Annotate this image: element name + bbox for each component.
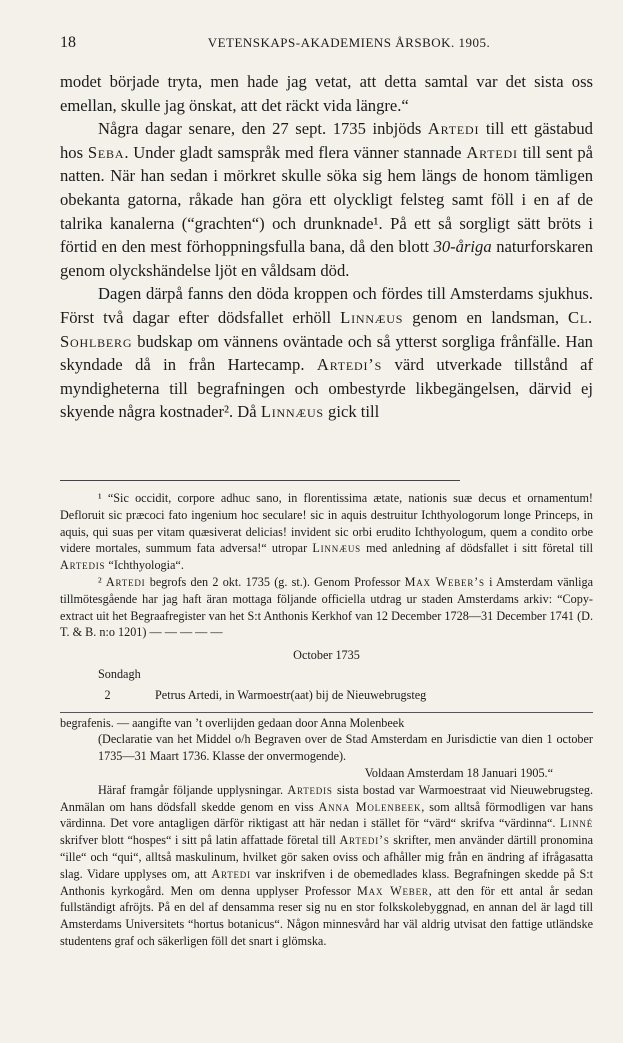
name-artedis: Artedi’s [316,355,383,375]
register-month: October 1735 [293,648,360,663]
page-number: 18 [60,34,76,51]
register-entry [60,687,593,704]
name-linnaeus: Linnæus [260,402,324,422]
paragraph-3: Dagen därpå fanns den döda kroppen och fördes till Amsterdams sjukhus. Först två dagar efter dödsfallet erhöll Linnæus genom en landsman, Cl. Sohlberg budskap om vännens oväntade och så ytterst sorgliga frånfälle. Han skyndade då in från Hartecamp. Artedi’s värd utverkade tillstånd af myndigheterna till begrafningen och ombestyrde likbegängelsen, därvid ej skyende några kostnader². Då Linnæus gick till [60,284,593,422]
main-text [60,70,593,424]
register-rule [60,712,593,713]
register-entry-number: 2 [104,687,111,702]
paragraph-1: modet började tryta, men hade jag vetat, att detta samtal var det sista oss emellan, skulle jag önskat, att det räckt vida längre.“ [60,72,593,115]
footnote-1: ¹ “Sic occidit, corpore adhuc sano, in florentissima ætate, nationis suæ decus et ornamentum! Defloruit sic præcoci fato ingenium hoc seculare! sic in aquis destruitur Ichthyologorum longe Princeps, in aquis, qui suas per vitam quæsiverat delicias! invident sic orbi erudito Ichthyologum, quem a condito orbe videre mortales, summum fata adversa!“ utropar Linnæus med anledning af dödsfallet i sitt företal till Artedis “Ichthyologia“. [60,491,593,573]
footnote-rule [60,480,460,481]
register-signature: Voldaan Amsterdam 18 Januari 1905.“ [364,765,553,780]
register-entry-text: Petrus Artedi, in Warmoestr(aat) bij de Nieuwebrugsteg [155,687,427,702]
emphasis-age: 30-åriga [433,237,492,257]
register-begrafenis: begrafenis. — aangifte van ’t overlijden gedaan door Anna Molenbeek [60,715,405,730]
name-linnaeus: Linnæus [340,307,404,327]
running-title: VETENSKAPS-AKADEMIENS ÅRSBOK. 1905. [207,35,491,50]
footnote-conclusion: Häraf framgår följande upplysningar. Artedis sista bostad var Warmoestraat vid Nieuwebrugsteg. Anmälan om hans dödsfall skedde genom en viss Anna Molenbeek, som alltså förmodligen var hans värdinna. Det vore antagligen därför riktigast att här nedan i stället för “värd“ skrifva “värdinna“. Linné skrifver blott “hospes“ i sitt på latin affattade företal till Artedi’s skrifter, men använder därtill pronomina “ille“ och “qui“, alltså maskulinum, hvilket gör saken oviss och afhåller mig från en ändring af ifrågasatta slag. Vidare upplyses om, att Artedi var inskrifven i de obemedlades klass. Begrafningen skedde på S:t Anthonis kyrkogård. Men om denna upplyser Professor Max Weber, att den för ett antal år sedan fullständigt afröjts. På en del af densamma reser sig nu en stor folkskolebyggnad, en annan del är lagd till Amsterdams Universitets “hortus botanicus“. Någon minnesvård har väl aldrig utvisat den fattige utländske studentens graf och säkerligen föll det snart i glömska. [60,782,594,948]
name-artedi: Artedi [466,142,518,162]
name-seba: Seba [87,142,125,162]
name-sohlberg: Cl. Sohlberg [60,307,593,351]
footnotes [60,490,593,950]
footnote-2: ² Artedi begrofs den 2 okt. 1735 (g. st.). Genom Professor Max Weber’s i Amsterdam vänliga tillmötesgående har jag haft äran mottaga följande officiella utdrag ur staden Amsterdams arkiv: “Copy-extract uit het Begraafregister van het S:t Anthonis Kerkhof van 12 December 1728—31 December 1741 (D. T. & B. n:o 1201) — — — — — [60,574,594,640]
register-declaratie: (Declaratie van het Middel o/h Begraven over de Stad Amsterdam en Jurisdictie van dien 1 october 1735—31 Maart 1736. Klasse der onvermogende). [98,732,593,764]
register-day: Sondagh [98,666,141,681]
running-header [60,34,588,52]
paragraph-2: Några dagar senare, den 27 sept. 1735 inbjöds Artedi till ett gästabud hos Seba. Under gladt samspråk med flera vänner stannade Artedi till sent på natten. När han sedan i mörkret skulle söka sig hem längs de honom tämligen obekanta gatorna, råkade han göra ett olyckligt felsteg samt föll i en af de talrika kanalerna (“grachten“) och drunknade¹. På ett så sorgligt sätt bröts i förtid en den mest förhoppningsfulla bana, då den blott 30-åriga naturforskaren genom olyckshändelse ljöt en våldsam död. [60,119,594,280]
name-artedi: Artedi [427,119,480,139]
